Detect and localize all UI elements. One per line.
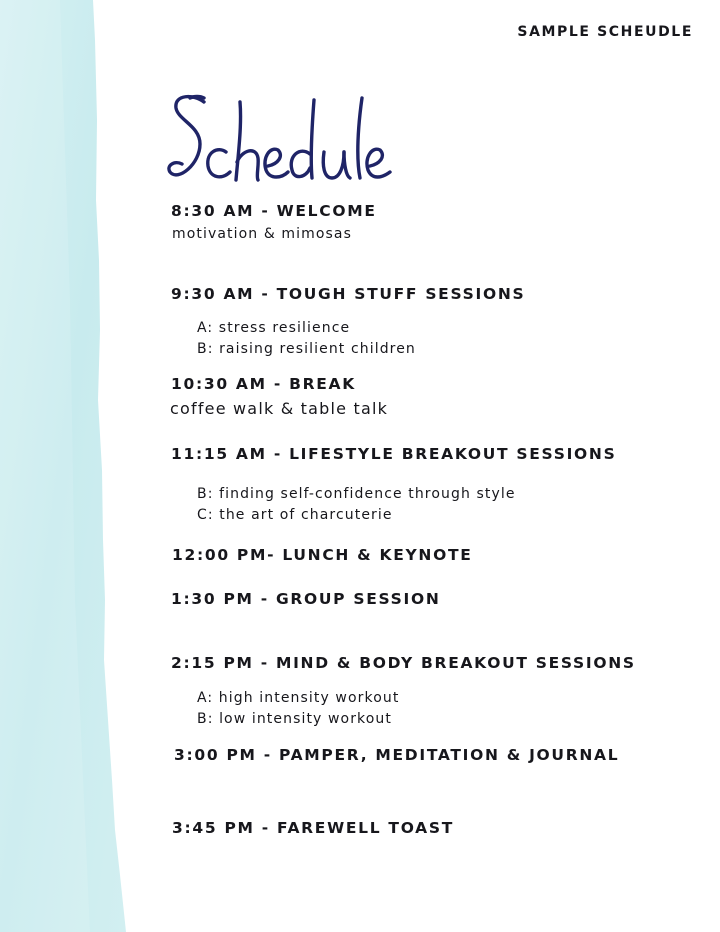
schedule-item-break: 10:30 AM - BREAK — [171, 375, 356, 393]
schedule-item-mind-body: 2:15 PM - MIND & BODY BREAKOUT SESSIONS — [171, 654, 636, 672]
break-description: coffee walk & table talk — [170, 399, 389, 418]
watercolor-strip — [0, 0, 130, 932]
session-line: A: stress resilience — [197, 320, 351, 336]
schedule-item-lunch: 12:00 PM- LUNCH & KEYNOTE — [172, 546, 473, 564]
schedule-item-group: 1:30 PM - GROUP SESSION — [171, 590, 441, 608]
schedule-item-farewell: 3:45 PM - FAREWELL TOAST — [172, 819, 454, 837]
session-line: B: low intensity workout — [197, 711, 392, 727]
session-line: A: high intensity workout — [197, 690, 400, 706]
session-line: C: the art of charcuterie — [197, 507, 393, 523]
schedule-script-lettering — [160, 86, 400, 198]
page-label: SAMPLE SCHEUDLE — [517, 24, 693, 40]
session-line: B: raising resilient children — [197, 341, 416, 357]
schedule-item-welcome: 8:30 AM - WELCOME — [171, 202, 377, 220]
session-line: B: finding self-confidence through style — [197, 486, 516, 502]
script-title — [160, 86, 400, 198]
schedule-item-lifestyle: 11:15 AM - LIFESTYLE BREAKOUT SESSIONS — [171, 445, 617, 463]
welcome-description: motivation & mimosas — [172, 226, 352, 242]
schedule-item-pamper: 3:00 PM - PAMPER, MEDITATION & JOURNAL — [174, 746, 620, 764]
schedule-item-tough-stuff: 9:30 AM - TOUGH STUFF SESSIONS — [171, 285, 526, 303]
